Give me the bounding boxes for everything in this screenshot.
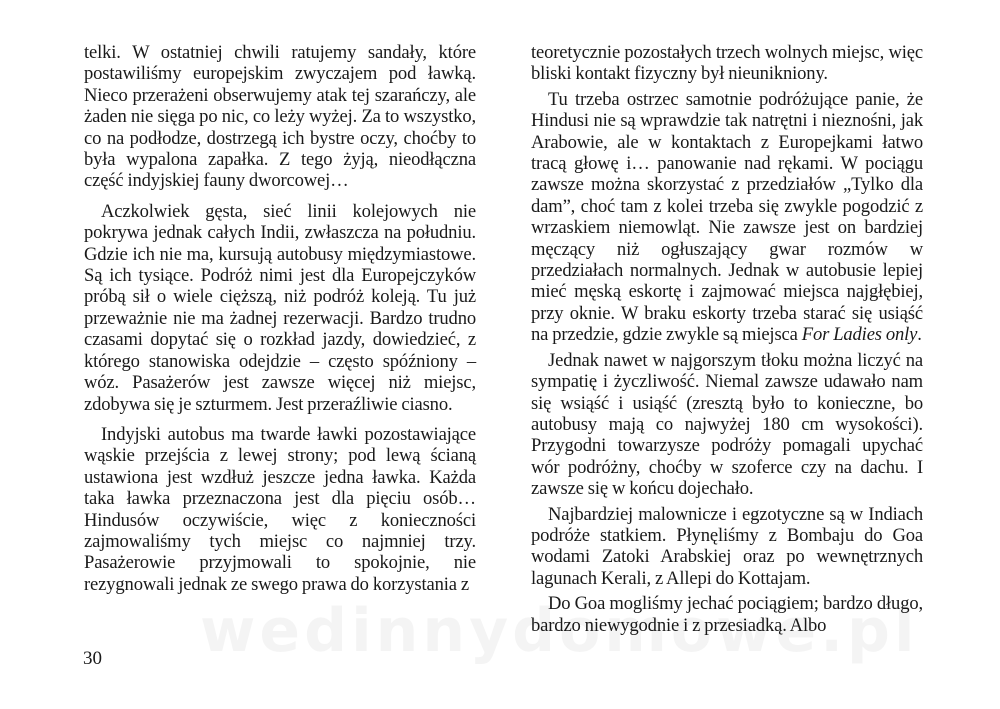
- paragraph: Jednak nawet w najgorszym tłoku można liczyć na sympatię i życzliwość. Niemal zawsze udawało nam się wsiąść i usiąść (zresztą było to konieczne, bo autobusy mają co najwyżej 180 cm wysokości). Przygodni towarzysze podróży pomagali upychać wór podróżny, choćby w szoferce czy na dachu. I zawsze się w końcu dojechało.: [531, 349, 923, 500]
- paragraph-text: Tu trzeba ostrzec samotnie podróżujące panie, że Hindusi nie są wprawdzie tak natrętni i nieznośni, jak Arabowie, ale w kontaktach z Europejkami łatwo tracą głowę i… panowanie nad rękami. W pociągu zawsze można skorzystać z przedziałów „Tylko dla dam”, choć tam z kolei trzeba się zwykle pogodzić z wrzaskiem niemowląt. Nie zawsze jest on bardziej męczący niż ogłuszający gwar rozmów w przedziałach normalnych. Jednak w autobusie lepiej mieć męską eskortę i zajmować miejsca najgłębiej, przy oknie. W braku eskorty trzeba starać się usiąść na przedzie, gdzie zwykle są miejsca: [531, 88, 923, 346]
- paragraph: Najbardziej malownicze i egzotyczne są w Indiach podróże statkiem. Płynęliśmy z Bombaju do Goa wodami Zatoki Arabskiej oraz po wewnętrznych lagunach Kerali, z Allepi do Kottajam.: [531, 503, 923, 589]
- italic-phrase: For Ladies only: [801, 324, 918, 346]
- paragraph: Indyjski autobus ma twarde ławki pozostawiające wąskie przejścia z lewej strony; pod lewą ścianą ustawiona jest wzdłuż jeszcze jedna ławka. Każda taka ławka przeznaczona jest dla pięciu osób… Hindusów oczywiście, więc z konieczności zajmowaliśmy tych miejsc co najmniej trzy. Pasażerowie przyjmowali to spokojnie, nie rezygnowali jednak ze swego prawa do korzystania z: [84, 423, 476, 595]
- page-number: 30: [83, 648, 102, 669]
- left-column: [84, 42, 476, 604]
- paragraph: Do Goa mogliśmy jechać pociągiem; bardzo długo, bardzo niewygodnie i z przesiadką. Albo: [531, 593, 923, 636]
- paragraph-text-end: .: [917, 324, 922, 346]
- paragraph: Aczkolwiek gęsta, sieć linii kolejowych nie pokrywa jednak całych Indii, zwłaszcza na południu. Gdzie ich nie ma, kursują autobusy międzymiastowe. Są ich tysiące. Podróż nimi jest dla Europejczyków próbą sił o wiele cięższą, niż podróż koleją. Tu już przeważnie nie ma żadnej rezerwacji. Bardzo trudno czasami dopytać się o rozkład jazdy, dowiedzieć, z którego stanowiska odejdzie – często spóźniony – wóz. Pasażerów jest zawsze więcej niż miejsc, zdobywa się je szturmem. Jest przeraźliwie ciasno.: [84, 200, 476, 415]
- right-column: [531, 42, 923, 640]
- paragraph: teoretycznie pozostałych trzech wolnych miejsc, więc bliski kontakt fizyczny był nieunikniony.: [531, 42, 923, 85]
- paragraph: telki. W ostatniej chwili ratujemy sandały, które postawiliśmy europejskim zwyczajem pod ławką. Nieco przerażeni obserwujemy atak tej szarańczy, ale żaden nie sięga po nic, co leży wyżej. Za to wszystko, co na podłodze, dostrzegą ich bystre oczy, choćby to była wypalona zapałka. Z tego żyją, nieodłączna część indyjskiej fauny dworcowej…: [84, 42, 476, 192]
- paragraph: [531, 89, 923, 346]
